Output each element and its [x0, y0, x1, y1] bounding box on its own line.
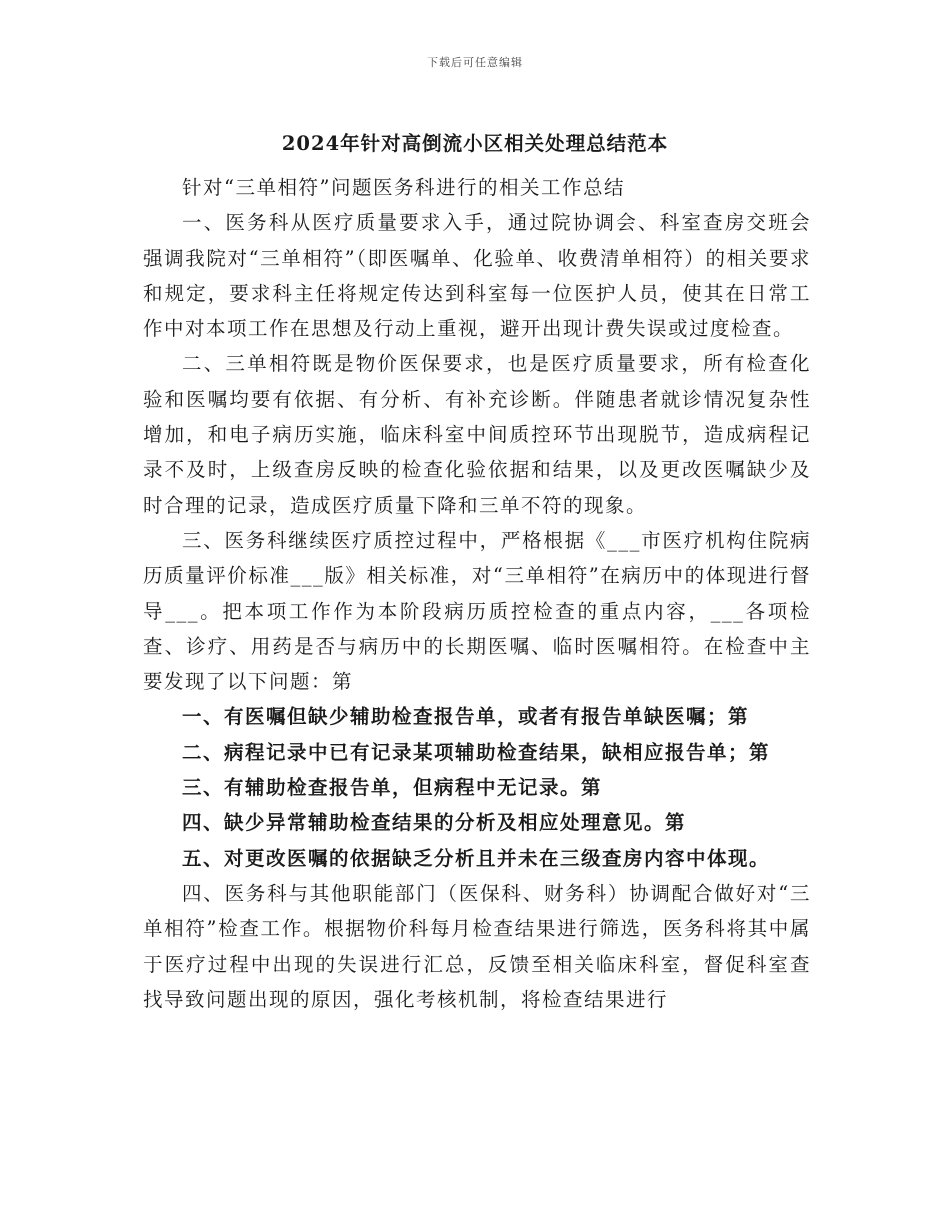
paragraph-1: 一、医务科从医疗质量要求入手，通过院协调会、科室查房交班会强调我院对“三单相符”（即医嘱单、化验单、收费清单相符）的相关要求和规定，要求科主任将规定传达到科室每一位医护人员，使其在日常工作中对本项工作在思想及行动上重视，避开出现计费失误或过度检查。 — [143, 211, 811, 341]
issue-item-5: 五、对更改医嘱的依据缺乏分析且并未在三级查房内容中体现。 — [182, 846, 771, 870]
issue-item-1: 一、有医嘱但缺少辅助检查报告单，或者有报告单缺医嘱；第 — [182, 705, 750, 729]
issue-item-4: 四、缺少异常辅助检查结果的分析及相应处理意见。第 — [182, 811, 687, 835]
document-title: 2024年针对高倒流小区相关处理总结范本 — [281, 132, 669, 155]
document-body — [143, 170, 811, 1017]
issue-item-3: 三、有辅助检查报告单，但病程中无记录。第 — [182, 776, 603, 800]
paragraph-4: 四、医务科与其他职能部门（医保科、财务科）协调配合做好对“三单相符”检查工作。根据物价科每月检查结果进行筛选，医务科将其中属于医疗过程中出现的失误进行汇总，反馈至相关临床科室，督促科室查找导致问题出现的原因，强化考核机制，将检查结果进行 — [143, 881, 811, 1011]
issue-item-2: 二、病程记录中已有记录某项辅助检查结果，缺相应报告单；第 — [182, 740, 771, 764]
paragraph-3: 三、医务科继续医疗质控过程中，严格根据《___市医疗机构住院病历质量评价标准___版》相关标准，对“三单相符”在病历中的体现进行督导___。把本项工作作为本阶段病历质控检查的重点内容，___各项检查、诊疗、用药是否与病历中的长期医嘱、临时医嘱相符。在检查中主要发现了以下问题：第 — [143, 528, 811, 694]
paragraph-intro: 针对“三单相符”问题医务科进行的相关工作总结 — [182, 176, 625, 199]
paragraph-2: 二、三单相符既是物价医保要求，也是医疗质量要求，所有检查化验和医嘱均要有依据、有分析、有补充诊断。伴随患者就诊情况复杂性增加，和电子病历实施，临床科室中间质控环节出现脱节，造成病程记录不及时，上级查房反映的检查化验依据和结果，以及更改医嘱缺少及时合理的记录，造成医疗质量下降和三单不符的现象。 — [143, 352, 811, 517]
header-note: 下载后可任意编辑 — [427, 56, 523, 69]
